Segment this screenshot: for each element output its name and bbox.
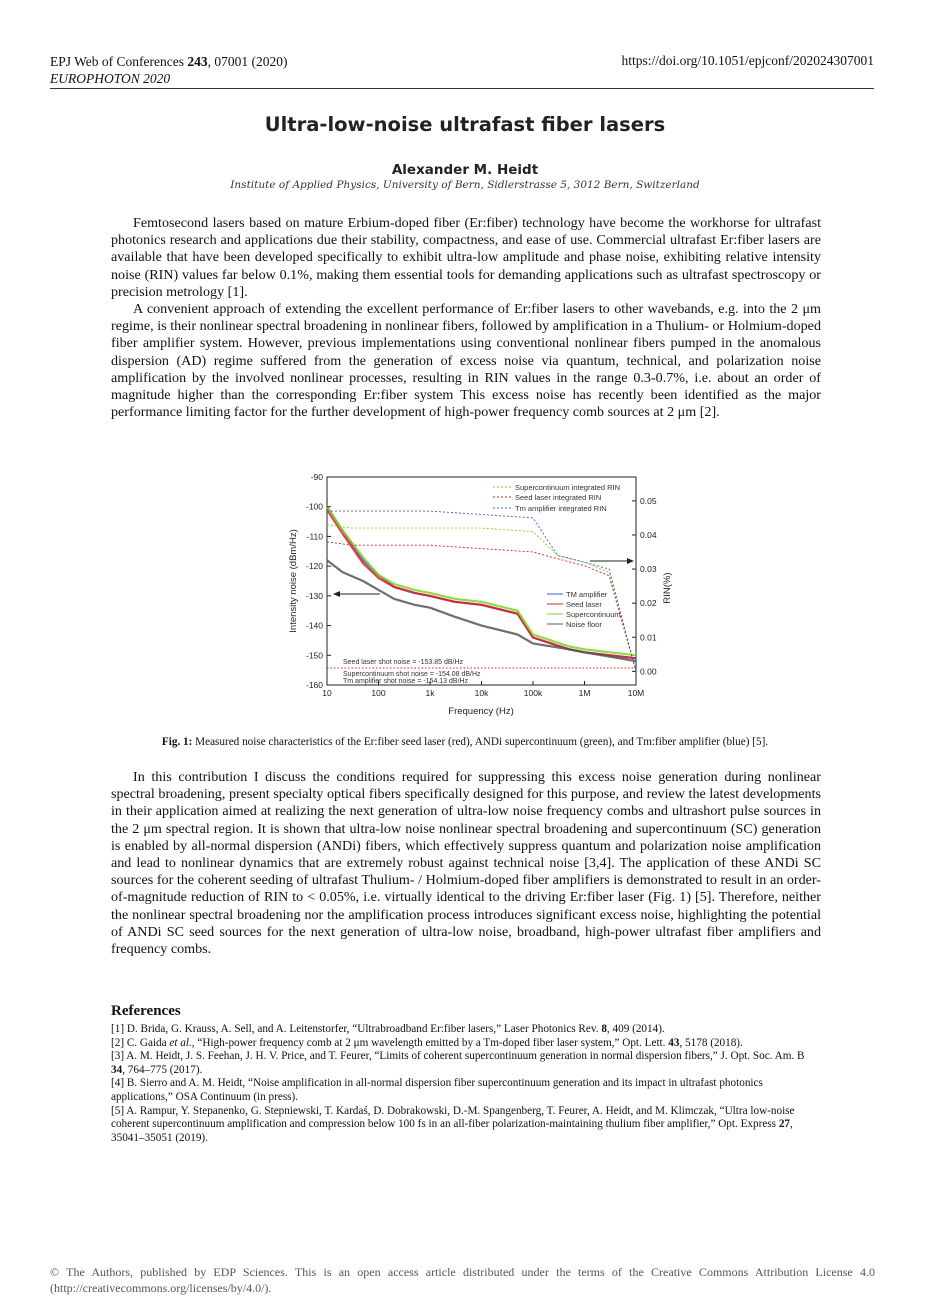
ref-2-volume: 43: [668, 1036, 680, 1049]
x-tick-label: 10M: [627, 688, 645, 698]
ref-1-text: [1] D. Brida, G. Krauss, A. Sell, and A. Leitenstorfer, “Ultrabroadband Er:fiber lasers,” Laser Photonics Rev.: [111, 1023, 602, 1035]
x-tick-label: 1M: [578, 688, 591, 698]
references-section: [111, 1003, 821, 1145]
ref-3-text: [3] A. M. Heidt, J. S. Feehan, J. H. V. Price, and T. Feurer, “Limits of coherent supercontinuum generation in normal dispersion fibers,” J. Opt. Soc. Am. B: [111, 1050, 805, 1063]
ref-3-pages: , 764–775 (2017).: [122, 1063, 203, 1076]
x-tick-label: 100k: [523, 688, 543, 698]
y2-tick-label: 0.01: [640, 632, 657, 643]
y-tick-label: -90: [310, 472, 323, 482]
license-footer: © The Authors, published by EDP Sciences. This is an open access article distributed under the terms of the Creative Commons Attribution License 4.0 (http://creativecommons.org/licenses/by/4.0/).: [50, 1265, 875, 1295]
author-affiliation: Institute of Applied Physics, University of Bern, Sidlerstrasse 5, 3012 Bern, Switzerland: [230, 179, 700, 191]
y2-tick-label: 0.03: [640, 564, 657, 575]
references-heading: References: [111, 1003, 181, 1019]
ref-5-volume: 27: [778, 1118, 791, 1131]
reference-4: [4] B. Sierro and A. M. Heidt, “Noise amplification in all-normal dispersion fiber supercontinuum generation and its impact in ultrafast photonics applications,” OSA Continuum (in press).: [111, 1077, 763, 1103]
header-divider: [50, 88, 874, 89]
conference-name: EUROPHOTON 2020: [50, 71, 171, 86]
ref-2-etal: et al.: [169, 1036, 192, 1049]
x-axis-label: Frequency (Hz): [448, 706, 514, 717]
author-name: Alexander M. Heidt: [391, 162, 539, 178]
article-number: , 07001 (2020): [207, 54, 288, 69]
paper-title: Ultra-low-noise ultrafast fiber lasers: [264, 113, 666, 136]
x-tick-label: 10k: [474, 688, 489, 698]
ref-1-volume: 8: [601, 1023, 607, 1035]
reference-1: [111, 1023, 821, 1037]
doi-link[interactable]: https://doi.org/10.1051/epjconf/202024307001: [621, 53, 874, 68]
y2-tick-label: 0.04: [640, 529, 657, 540]
y2-axis-label: RIN(%): [662, 572, 673, 604]
caption-label: Fig. 1:: [161, 736, 193, 748]
reference-5: [111, 1105, 821, 1146]
contribution-section: [111, 769, 821, 958]
legend-floor: Noise floor: [566, 620, 602, 629]
legend-tm-rin: Tm amplifier integrated RIN: [515, 504, 607, 513]
legend-seed: Seed laser: [566, 600, 602, 609]
y-tick-label: -100: [305, 501, 323, 512]
caption-text: Measured noise characteristics of the Er:fiber seed laser (red), ANDi supercontinuum (green), and Tm:fiber amplifier (blue) [5].: [192, 736, 769, 748]
ref-3-volume: 34: [111, 1063, 123, 1076]
ref-5-pages: , 35041–35051 (2019).: [111, 1118, 793, 1144]
figure-caption: [0, 736, 930, 748]
y2-tick-label: 0.00: [640, 666, 657, 677]
journal-citation: [50, 53, 288, 70]
ref-5-text: [5] A. Rampur, Y. Stepanenko, G. Stepniewski, T. Kardaś, D. Dobrakowski, D.-M. Spangenberg, T. Feurer, A. Heidt, and M. Klimczak, “Ultra low-noise coherent supercontinuum amplification and compression below 100 fs in an all-fiber polarization-maintaining thulium fiber amplifier,” Opt. Express: [111, 1104, 795, 1131]
y-tick-label: -110: [306, 531, 323, 542]
x-tick-label: 100: [371, 688, 386, 698]
x-tick-label: 10: [322, 688, 332, 698]
noise-chart: [285, 468, 675, 718]
reference-2: [111, 1037, 821, 1051]
running-header-left: [50, 53, 288, 87]
reference-3: [111, 1050, 821, 1077]
annotation-sc-shot: Supercontinuum shot noise = -154.08 dB/Hz: [343, 671, 481, 678]
legend-sc-rin: Supercontinuum integrated RIN: [515, 483, 621, 492]
x-tick-label: 1k: [425, 688, 435, 698]
y2-tick-label: 0.02: [640, 598, 657, 609]
y2-tick-label: 0.05: [640, 495, 657, 506]
ref-1-pages: , 409 (2014).: [606, 1023, 665, 1035]
y-tick-label: -160: [305, 680, 323, 690]
journal-volume: 243: [187, 54, 208, 69]
journal-name: EPJ Web of Conferences: [50, 54, 188, 69]
legend-tm: TM amplifier: [566, 590, 608, 599]
legend-sc: Supercontinuum: [566, 610, 621, 619]
y-tick-label: -150: [305, 650, 323, 661]
paragraph-1: Femtosecond lasers based on mature Erbium-doped fiber (Er:fiber) technology have become the workhorse for ultrafast photonics research and applications due their stability, compactness, and ease of use. Commercial ultrafast Er:fiber lasers are available that have been developed specifically to exhibit ultra-low amplitude and phase noise, exhibiting relative intensity noise (RIN) values far below 0.1%, making them essential tools for demanding applications such as ultrafast spectroscopy or precision metrology [1].: [111, 215, 821, 300]
annotation-tm-shot: Tm amplifier shot noise = -154.13 dB/Hz: [343, 678, 469, 685]
noise-figure: [285, 468, 675, 718]
y-tick-label: -130: [305, 590, 323, 601]
y-axis-label: Intensity noise (dBm/Hz): [288, 529, 299, 633]
ref-2-text: [2] C. Gaida: [111, 1036, 170, 1049]
paragraph-2: A convenient approach of extending the excellent performance of Er:fiber lasers to other wavebands, e.g. into the 2 μm regime, is their nonlinear spectral broadening in nonlinear fibers, followed by amplification in a Thulium- or Holmium-doped fiber amplifier system. However, previous implementations using conventional nonlinear fibers pumped in the anomalous dispersion (AD) regime suffered from the generation of excess noise via quantum, technical, and polarization noise amplification by the involved nonlinear processes, resulting in RIN values in the range 0.3-0.7%, i.e. about an order of magnitude higher than the corresponding Er:fiber system This excess noise has recently been identified as the major performance limiting factor for the further development of high-power frequency comb sources at 2 μm [2].: [111, 301, 821, 421]
legend-seed-rin: Seed laser integrated RIN: [515, 493, 602, 502]
annotation-seed-shot: Seed laser shot noise = -153.85 dB/Hz: [343, 659, 464, 666]
ref-2-pages: , 5178 (2018).: [679, 1036, 743, 1049]
y-tick-label: -120: [305, 561, 323, 572]
paragraph-3: In this contribution I discuss the conditions required for suppressing this excess noise generation during nonlinear spectral broadening, present specialty optical fibers specifically designed for this purpose, and review the latest developments in their application aimed at realizing the next generation of ultra-low noise frequency combs and ultrashort pulse sources in the 2 μm spectral region. It is shown that ultra-low noise nonlinear spectral broadening and supercontinuum (SC) generation is enabled by all-normal dispersion (ANDi) fibers, which effectively suppress quantum and polarization noise amplification and lead to nonlinear dynamics that are extremely robust against technical noise [3,4]. The application of these ANDi SC sources for the coherent seeding of ultrafast Thulium- / Holmium-doped fiber amplifiers is demonstrated to result in an order-of-magnitude reduction of RIN to < 0.05%, i.e. virtually identical to the driving Er:fiber laser (Fig. 1) [5]. Therefore, neither the nonlinear spectral broadening nor the amplification process introduces significant excess noise, highlighting the potential of ANDi SC seed sources for the next generation of ultra-low noise, broadband, high-power ultrafast fiber amplifiers and frequency combs.: [111, 769, 821, 958]
y-tick-label: -140: [305, 620, 323, 631]
ref-2-title: , “High-power frequency comb at 2 μm wavelength emitted by a Tm-doped fiber laser system,” Opt. Lett.: [191, 1036, 669, 1049]
intro-section: [111, 215, 821, 421]
